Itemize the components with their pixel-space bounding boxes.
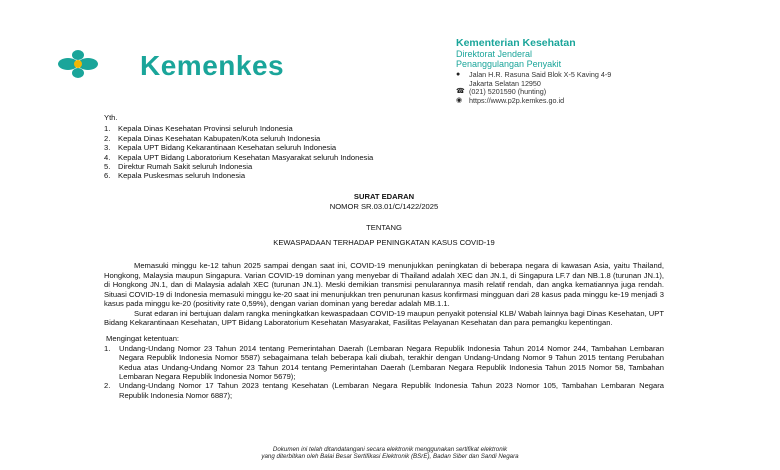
recipient-item-text: Kepala Dinas Kesehatan Kabupaten/Kota seluruh Indonesia [118,133,321,143]
salutation: Yth. [104,113,118,122]
recipient-item-text: Kepala Dinas Kesehatan Provinsi seluruh Indonesia [118,124,293,134]
address [456,71,756,88]
paragraph-1: Memasuki minggu ke-12 tahun 2025 sampai dengan saat ini, COVID-19 menunjukkan peningkatan di beberapa negara di kawasan Asia, yaitu Thailand, Hongkong, Malaysia maupun Singapura. Varian COVID-19 dominan yang menyebar di Thailand adalah XEC dan JN.1, di Singapura LF.7 dan NB.1.8 (turunan JN.1), di Hongkong JN.1, dan di Malaysia adalah XEC (turunan JN.1). Meski demikian transmisi penularannya masih relatif rendah, dan angka kematiannya juga rendah. Situasi COVID-19 di Indonesia memasuki minggu ke-20 saat ini menunjukkan tren penurunan kasus konfirmasi mingguan dari 28 kasus pada minggu ke-19 menjadi 3 kasus pada minggu ke-20 (positivity rate 0,59%), dengan varian dominan yang beredar adalah MB.1.1. [104,261,664,309]
recipient-item-number: 1. [104,124,111,134]
recipient-item-text: Kepala UPT Bidang Kekarantinaan Kesehatan seluruh Indonesia [118,143,337,153]
footer-line-1: Dokumen ini telah ditandatangani secara elektronik menggunakan sertifikat elektronik [272,446,508,453]
legal-item-text: Undang-Undang Nomor 17 Tahun 2023 tentang Kesehatan (Lembaran Negara Republik Indonesia Tahun 2023 Nomor 105, Tambahan Lembaran Negara Republik Indonesia Nomor 6887); [119,381,664,400]
phone-icon: ☎ [456,88,465,96]
document-number: NOMOR SR.03.01/C/1422/2025 [329,202,439,212]
recipient-item-number: 5. [104,162,111,172]
document-title: SURAT EDARAN [353,191,415,201]
document-subject: KEWASPADAAN TERHADAP PENINGKATAN KASUS COVID-19 [273,238,495,248]
globe-icon: ◉ [456,96,463,104]
recipient-item [104,171,664,180]
recipient-item [104,153,664,162]
website-url[interactable]: https://www.p2p.kemkes.go.id [469,95,565,105]
recipient-item [104,134,664,143]
kemenkes-logo [58,50,142,78]
legal-item-number: 2. [104,381,111,391]
recipient-item-number: 4. [104,152,111,162]
ministry-name: Kementerian Kesehatan [456,37,576,49]
phone-number: (021) 5201590 (hunting) [469,87,547,97]
website [456,97,756,106]
e-signature-note [190,446,590,461]
recipient-item [104,143,664,152]
recipient-item-number: 2. [104,133,111,143]
ministry-header [456,38,756,105]
tentang-label: TENTANG [366,222,402,232]
mengingat-heading: Mengingat ketentuan: [106,334,180,344]
directorate-name: Direktorat Jenderal [456,49,533,59]
brand-name: Kemenkes [140,50,285,81]
recipient-item-text: Direktur Rumah Sakit seluruh Indonesia [118,162,253,172]
division-name: Penanggulangan Penyakit [456,59,562,69]
recipient-item-text: Kepala UPT Bidang Laboratorium Kesehatan Masyarakat seluruh Indonesia [118,152,374,162]
recipient-item [104,162,664,171]
legal-item-text: Undang-Undang Nomor 23 Tahun 2014 tentang Pemerintahan Daerah (Lembaran Negara Republik Indonesia Tahun 2014 Nomor 244, Tambahan Lembaran Negara Republik Indonesia Nomor 5587) sebagaimana telah beberapa kali diubah, terakhir dengan Undang-Undang Nomor 9 Tahun 2015 tentang Perubahan Kedua atas Undang-Undang Nomor 23 Tahun 2014 tentang Pemerintahan Daerah (Lembaran Negara Republik Indonesia Tahun 2015 Nomor 58, Tambahan Lembaran Negara Republik Indonesia Nomor 5679); [119,343,664,381]
legal-item [104,344,664,382]
paragraph-2: Surat edaran ini bertujuan dalam rangka meningkatkan kewaspadaan COVID-19 maupun penyakit potensial KLB/ Wabah lainnya bagi Dinas Kesehatan, UPT Bidang Kekarantinaan Kesehatan, UPT Bidang Laboratorium Kesehatan Masyarakat, Fasilitas Pelayanan Kesehatan dan para pemangku kepentingan. [104,308,664,327]
recipient-item-number: 3. [104,143,111,153]
recipient-item-text: Kepala Puskesmas seluruh Indonesia [118,171,246,181]
recipient-item [104,124,664,133]
address-line-2: Jakarta Selatan 12950 [469,78,541,88]
recipient-list [104,124,664,180]
letter-body [104,113,664,400]
location-pin-icon: ● [456,71,461,78]
address-line-1: Jalan H.R. Rasuna Said Blok X-5 Kaving 4-9 [469,70,612,79]
legal-basis-list [104,344,664,400]
legal-item [104,381,664,400]
footer-line-2: yang diterbitkan oleh Balai Besar Sertifikasi Elektronik (BSrE), Badan Siber dan Sandi Negara [261,453,519,461]
legal-item-number: 1. [104,343,111,353]
recipient-item-number: 6. [104,171,111,181]
